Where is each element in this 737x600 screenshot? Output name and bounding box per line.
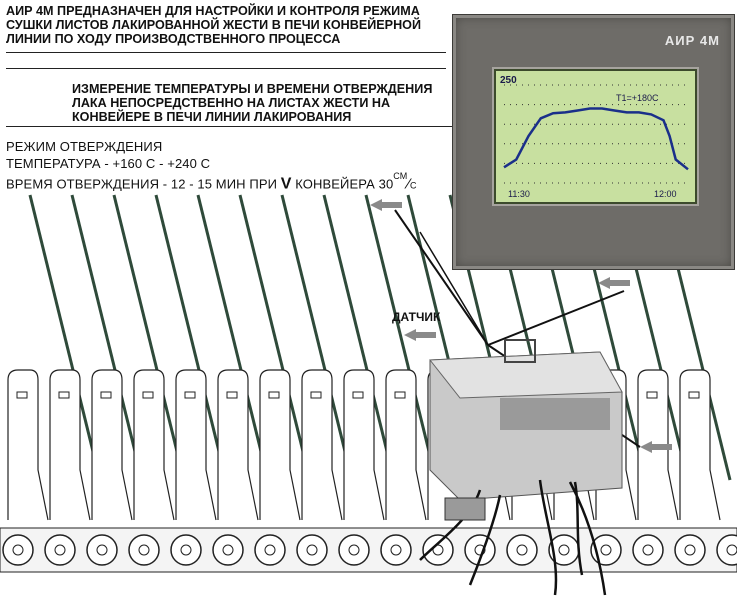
measurement-line: ЛАКА НЕПОСРЕДСТВЕННО НА ЛИСТАХ ЖЕСТИ НА: [72, 96, 391, 110]
fraction-slash: ⁄: [407, 175, 410, 193]
velocity-symbol: V: [280, 175, 292, 193]
chain-pin: [643, 545, 653, 555]
conveyor-hanger: [302, 370, 342, 520]
conveyor-hanger: [92, 370, 132, 520]
conveyor-hanger: [680, 370, 720, 520]
x-start-label: 11:30: [508, 189, 530, 199]
speed-unit-bottom: С: [410, 180, 417, 191]
description-line: ЛИНИИ ПО ХОДУ ПРОИЗВОДСТВЕННОГО ПРОЦЕССА: [6, 32, 341, 46]
conveyor-chain: [0, 528, 737, 572]
description-line: АИР 4М ПРЕДНАЗНАЧЕН ДЛЯ НАСТРОЙКИ И КОНТРОЛЯ РЕЖИМА: [6, 4, 420, 18]
measurement-line: КОНВЕЙЕРЕ В ПЕЧИ ЛИНИИ ЛАКИРОВАНИЯ: [72, 110, 352, 124]
conveyor-hanger: [260, 370, 300, 520]
arrow-icon: [370, 199, 402, 211]
chain-pin: [685, 545, 695, 555]
arrow-icon: [404, 329, 436, 341]
chain-pin: [265, 545, 275, 555]
speed-unit-top: СМ: [393, 171, 408, 181]
monitor-screen: [494, 69, 697, 204]
conveyor-hanger: [386, 370, 426, 520]
arrow-icon: [598, 277, 630, 289]
pointer-line: [488, 291, 624, 345]
chain-pin: [391, 545, 401, 555]
chart-grid: [504, 85, 688, 183]
measurement-line: ИЗМЕРЕНИЕ ТЕМПЕРАТУРЫ И ВРЕМЕНИ ОТВЕРЖДЕНИЯ: [72, 82, 433, 96]
chain-pin: [559, 545, 569, 555]
conveyor-speed: КОНВЕЙЕРА 30: [295, 176, 394, 192]
conveyor-hanger: [218, 370, 258, 520]
curing-temperature: ТЕМПЕРАТУРА - +160 С - +240 С: [6, 156, 211, 171]
chain-pin: [349, 545, 359, 555]
monitor-brand: АИР 4М: [664, 33, 720, 48]
chain-pin: [517, 545, 527, 555]
chain-pin: [181, 545, 191, 555]
y-max-label: 250: [500, 75, 517, 86]
chain-pin: [223, 545, 233, 555]
x-end-label: 12:00: [654, 189, 677, 199]
curing-time-text: ВРЕМЯ ОТВЕРЖДЕНИЯ - 12 - 15 МИН ПРИ: [6, 176, 278, 192]
conveyor-hanger: [8, 370, 48, 520]
series-line-t1: [504, 109, 688, 170]
curing-mode-title: РЕЖИМ ОТВЕРЖДЕНИЯ: [6, 139, 163, 154]
description-line: СУШКИ ЛИСТОВ ЛАКИРОВАННОЙ ЖЕСТИ В ПЕЧИ КОНВЕЙЕРНОЙ: [6, 18, 422, 32]
chain-pin: [97, 545, 107, 555]
conveyor-hanger: [344, 370, 384, 520]
temperature-readout: T1=+180C: [616, 93, 659, 103]
chain-pin: [307, 545, 317, 555]
chain-pin: [601, 545, 611, 555]
chain-pin: [13, 545, 23, 555]
sensor-label: ДАТЧИК: [392, 310, 441, 324]
chain-pin: [727, 545, 737, 555]
conveyor-hanger: [50, 370, 90, 520]
temperature-chart: [496, 71, 695, 202]
air4m-monitor: [452, 14, 735, 270]
chain-pin: [139, 545, 149, 555]
chain-pin: [55, 545, 65, 555]
conveyor-hanger: [134, 370, 174, 520]
conveyor-hanger: [176, 370, 216, 520]
